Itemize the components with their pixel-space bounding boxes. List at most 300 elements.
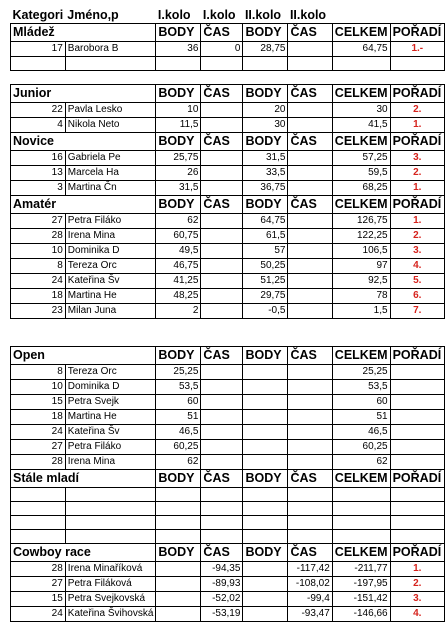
total-value: 30 bbox=[332, 102, 390, 117]
table-row bbox=[11, 379, 445, 394]
round2-points bbox=[243, 364, 288, 379]
round2-title-b: II.kolo bbox=[289, 7, 327, 22]
round1-time bbox=[201, 379, 243, 394]
round1-time bbox=[201, 501, 243, 515]
round2-time bbox=[288, 102, 332, 117]
empty-cell bbox=[201, 318, 243, 332]
start-number: 24 bbox=[11, 273, 66, 288]
round1-points bbox=[156, 56, 201, 70]
round2-points bbox=[243, 409, 288, 424]
empty-cell bbox=[288, 332, 332, 346]
rider-name: Martina He bbox=[65, 409, 156, 424]
rider-name: Barobora B bbox=[65, 41, 156, 56]
rank-value: 2. bbox=[390, 228, 444, 243]
empty-cell bbox=[156, 332, 201, 346]
start-number: 24 bbox=[11, 424, 66, 439]
time2-header: ČAS bbox=[288, 469, 332, 487]
category-title: Kategori bbox=[12, 7, 64, 22]
start-number: 23 bbox=[11, 303, 66, 318]
section-header-row bbox=[11, 84, 445, 102]
start-number: 28 bbox=[11, 561, 66, 576]
rank-value bbox=[390, 409, 444, 424]
round1-points: 10 bbox=[156, 102, 201, 117]
round2-time bbox=[288, 41, 332, 56]
rank-value: 2. bbox=[390, 576, 444, 591]
rider-name: Pavla Lesko bbox=[65, 102, 156, 117]
total-value: 25,25 bbox=[332, 364, 390, 379]
round1-points bbox=[156, 529, 201, 543]
round1-points bbox=[156, 591, 201, 606]
table-row bbox=[11, 561, 445, 576]
rank-value bbox=[390, 487, 444, 501]
total-value: 97 bbox=[332, 258, 390, 273]
empty-cell bbox=[65, 70, 156, 84]
total-header: CELKEM bbox=[332, 346, 390, 364]
table-row bbox=[11, 424, 445, 439]
round2-points bbox=[243, 501, 288, 515]
round1-time: -52,02 bbox=[201, 591, 243, 606]
rider-name: Dominika D bbox=[65, 379, 156, 394]
round2-points bbox=[243, 56, 288, 70]
rank-value bbox=[390, 515, 444, 529]
rank-value bbox=[390, 394, 444, 409]
round2-points bbox=[243, 529, 288, 543]
round1-points: 36 bbox=[156, 41, 201, 56]
start-number: 18 bbox=[11, 288, 66, 303]
round1-points bbox=[156, 606, 201, 621]
table-row bbox=[11, 576, 445, 591]
round2-points: 50,25 bbox=[243, 258, 288, 273]
empty-cell bbox=[243, 70, 288, 84]
section-header-row bbox=[11, 346, 445, 364]
empty-cell bbox=[243, 318, 288, 332]
round1-title-b: I.kolo bbox=[202, 7, 236, 22]
table-row bbox=[11, 394, 445, 409]
rank-value: 5. bbox=[390, 273, 444, 288]
body2-header: BODY bbox=[243, 469, 288, 487]
round1-points: 48,25 bbox=[156, 288, 201, 303]
rank-header: POŘADÍ bbox=[390, 469, 444, 487]
rider-name: Martina Čn bbox=[65, 180, 156, 195]
body2-header: BODY bbox=[243, 23, 288, 41]
round1-time bbox=[201, 243, 243, 258]
time1-header: ČAS bbox=[201, 132, 243, 150]
round2-time bbox=[288, 439, 332, 454]
start-number: 28 bbox=[11, 228, 66, 243]
table-row bbox=[11, 591, 445, 606]
round2-points bbox=[243, 487, 288, 501]
round2-points: 20 bbox=[243, 102, 288, 117]
table-row bbox=[11, 454, 445, 469]
round1-points: 26 bbox=[156, 165, 201, 180]
time2-header: ČAS bbox=[288, 543, 332, 561]
rider-name: Irena Mina bbox=[65, 228, 156, 243]
rank-value bbox=[390, 424, 444, 439]
spacer-row bbox=[11, 318, 445, 332]
spacer-row bbox=[11, 70, 445, 84]
round1-points bbox=[156, 501, 201, 515]
round2-time bbox=[288, 501, 332, 515]
table-row bbox=[11, 487, 445, 501]
rank-value: 1. bbox=[390, 117, 444, 132]
total-value: 60,25 bbox=[332, 439, 390, 454]
rider-name: Kateřina Šv bbox=[65, 424, 156, 439]
table-row bbox=[11, 117, 445, 132]
round2-points bbox=[243, 379, 288, 394]
round1-time bbox=[201, 258, 243, 273]
section-header-row bbox=[11, 195, 445, 213]
table-row bbox=[11, 102, 445, 117]
round2-points: 31,5 bbox=[243, 150, 288, 165]
rider-name: Gabriela Pe bbox=[65, 150, 156, 165]
empty-cell bbox=[201, 70, 243, 84]
rider-name: Petra Filáko bbox=[65, 439, 156, 454]
rank-header: POŘADÍ bbox=[390, 84, 444, 102]
round1-time bbox=[201, 529, 243, 543]
rider-name: Martina He bbox=[65, 288, 156, 303]
empty-cell bbox=[156, 318, 201, 332]
start-number: 13 bbox=[11, 165, 66, 180]
time1-header: ČAS bbox=[201, 195, 243, 213]
total-value: 68,25 bbox=[332, 180, 390, 195]
total-value: 57,25 bbox=[332, 150, 390, 165]
rider-name: Nikola Neto bbox=[65, 117, 156, 132]
round1-time bbox=[201, 228, 243, 243]
empty-cell bbox=[332, 7, 390, 23]
total-value: 53,5 bbox=[332, 379, 390, 394]
empty-cell bbox=[11, 70, 66, 84]
round2-time bbox=[288, 424, 332, 439]
rider-name: Marcela Ha bbox=[65, 165, 156, 180]
round1-time: 0 bbox=[201, 41, 243, 56]
round1-points bbox=[156, 561, 201, 576]
time2-header: ČAS bbox=[288, 84, 332, 102]
rank-value: 3. bbox=[390, 150, 444, 165]
section-header-row bbox=[11, 23, 445, 41]
table-row bbox=[11, 303, 445, 318]
round2-points bbox=[243, 515, 288, 529]
round2-points: 28,75 bbox=[243, 41, 288, 56]
round1-points bbox=[156, 487, 201, 501]
rider-name: Irena Mina bbox=[65, 454, 156, 469]
total-value: 62 bbox=[332, 454, 390, 469]
round2-points bbox=[243, 561, 288, 576]
empty-cell bbox=[390, 318, 444, 332]
start-number: 28 bbox=[11, 454, 66, 469]
rank-header: POŘADÍ bbox=[390, 543, 444, 561]
body1-header: BODY bbox=[156, 84, 201, 102]
start-number: 10 bbox=[11, 243, 66, 258]
total-value: 41,5 bbox=[332, 117, 390, 132]
rank-header: POŘADÍ bbox=[390, 346, 444, 364]
round1-time bbox=[201, 439, 243, 454]
table-row bbox=[11, 529, 445, 543]
total-value: -146,66 bbox=[332, 606, 390, 621]
total-value: -151,42 bbox=[332, 591, 390, 606]
round2-time bbox=[288, 288, 332, 303]
round2-time: -117,42 bbox=[288, 561, 332, 576]
round1-points: 62 bbox=[156, 454, 201, 469]
round2-time bbox=[288, 213, 332, 228]
total-value bbox=[332, 487, 390, 501]
round1-points: 60,75 bbox=[156, 228, 201, 243]
round1-points: 11,5 bbox=[156, 117, 201, 132]
rider-name bbox=[65, 529, 156, 543]
table-row bbox=[11, 41, 445, 56]
start-number: 10 bbox=[11, 379, 66, 394]
body2-header: BODY bbox=[243, 132, 288, 150]
table-row bbox=[11, 180, 445, 195]
round2-title-a: II.kolo bbox=[244, 7, 282, 22]
table-row bbox=[11, 150, 445, 165]
start-number: 16 bbox=[11, 150, 66, 165]
rider-name: Kateřina Šv bbox=[65, 273, 156, 288]
rank-value: 1. bbox=[390, 213, 444, 228]
rank-value bbox=[390, 56, 444, 70]
time1-header: ČAS bbox=[201, 346, 243, 364]
total-value: 59,5 bbox=[332, 165, 390, 180]
body1-header: BODY bbox=[156, 346, 201, 364]
total-value: 1,5 bbox=[332, 303, 390, 318]
round1-points: 25,75 bbox=[156, 150, 201, 165]
table-row bbox=[11, 258, 445, 273]
empty-cell bbox=[243, 332, 288, 346]
round1-time bbox=[201, 56, 243, 70]
round2-time bbox=[288, 228, 332, 243]
section-header-row bbox=[11, 543, 445, 561]
round1-time bbox=[201, 165, 243, 180]
total-value: -197,95 bbox=[332, 576, 390, 591]
start-number: 27 bbox=[11, 439, 66, 454]
rider-name: Petra Filáková bbox=[65, 576, 156, 591]
body2-header: BODY bbox=[243, 84, 288, 102]
time2-header: ČAS bbox=[288, 195, 332, 213]
rank-value: 2. bbox=[390, 165, 444, 180]
start-number: 15 bbox=[11, 591, 66, 606]
body2-header: BODY bbox=[243, 346, 288, 364]
empty-cell bbox=[332, 332, 390, 346]
table-row bbox=[11, 606, 445, 621]
table-row bbox=[11, 501, 445, 515]
round2-time bbox=[288, 487, 332, 501]
table-row bbox=[11, 213, 445, 228]
empty-cell bbox=[390, 70, 444, 84]
round1-points bbox=[156, 576, 201, 591]
empty-cell bbox=[201, 332, 243, 346]
round1-title-a: I.kolo bbox=[157, 7, 191, 22]
table-row bbox=[11, 228, 445, 243]
table-row bbox=[11, 364, 445, 379]
rank-value: 2. bbox=[390, 102, 444, 117]
rank-value: 3. bbox=[390, 243, 444, 258]
name-title: Jméno,p bbox=[67, 7, 119, 22]
round2-points bbox=[243, 439, 288, 454]
round1-points: 25,25 bbox=[156, 364, 201, 379]
rank-header: POŘADÍ bbox=[390, 23, 444, 41]
round2-points bbox=[243, 606, 288, 621]
rank-value bbox=[390, 454, 444, 469]
table-row bbox=[11, 515, 445, 529]
rank-value: 3. bbox=[390, 591, 444, 606]
section-header-row bbox=[11, 469, 445, 487]
round2-time bbox=[288, 180, 332, 195]
total-value: 64,75 bbox=[332, 41, 390, 56]
round1-points: 31,5 bbox=[156, 180, 201, 195]
round1-points: 62 bbox=[156, 213, 201, 228]
round2-time bbox=[288, 56, 332, 70]
round1-time bbox=[201, 364, 243, 379]
start-number bbox=[11, 515, 66, 529]
rider-name: Irena Minaříková bbox=[65, 561, 156, 576]
round2-time bbox=[288, 454, 332, 469]
round2-time bbox=[288, 529, 332, 543]
rank-value bbox=[390, 501, 444, 515]
round1-points: 51 bbox=[156, 409, 201, 424]
start-number: 27 bbox=[11, 213, 66, 228]
round2-time bbox=[288, 117, 332, 132]
start-number: 8 bbox=[11, 258, 66, 273]
empty-cell bbox=[288, 70, 332, 84]
round1-time bbox=[201, 150, 243, 165]
round1-time bbox=[201, 303, 243, 318]
round2-time bbox=[288, 515, 332, 529]
empty-cell bbox=[332, 318, 390, 332]
rider-name bbox=[65, 487, 156, 501]
round1-time bbox=[201, 117, 243, 132]
rank-value bbox=[390, 529, 444, 543]
empty-cell bbox=[390, 332, 444, 346]
round1-time bbox=[201, 394, 243, 409]
rider-name: Tereza Orc bbox=[65, 364, 156, 379]
empty-cell bbox=[156, 70, 201, 84]
round2-points: 61,5 bbox=[243, 228, 288, 243]
round2-points: 33,5 bbox=[243, 165, 288, 180]
table-row bbox=[11, 273, 445, 288]
total-value: 60 bbox=[332, 394, 390, 409]
section-header-row bbox=[11, 132, 445, 150]
section-title: Open bbox=[11, 346, 156, 364]
results-sheet bbox=[10, 7, 445, 622]
start-number: 3 bbox=[11, 180, 66, 195]
start-number: 24 bbox=[11, 606, 66, 621]
table-row bbox=[11, 243, 445, 258]
start-number bbox=[11, 487, 66, 501]
rank-value: 7. bbox=[390, 303, 444, 318]
start-number bbox=[11, 56, 66, 70]
table-row bbox=[11, 439, 445, 454]
time1-header: ČAS bbox=[201, 84, 243, 102]
section-title: Amatér bbox=[11, 195, 156, 213]
round1-points: 49,5 bbox=[156, 243, 201, 258]
rider-name bbox=[65, 56, 156, 70]
rider-name: Kateřina Švihovská bbox=[65, 606, 156, 621]
rank-value: 4. bbox=[390, 606, 444, 621]
rider-name bbox=[65, 515, 156, 529]
rank-value bbox=[390, 379, 444, 394]
rider-name: Petra Svejk bbox=[65, 394, 156, 409]
round1-points: 60 bbox=[156, 394, 201, 409]
round1-time bbox=[201, 454, 243, 469]
total-value: -211,77 bbox=[332, 561, 390, 576]
round2-points bbox=[243, 454, 288, 469]
time2-header: ČAS bbox=[288, 346, 332, 364]
round2-time bbox=[288, 409, 332, 424]
rider-name: Petra Svejkovská bbox=[65, 591, 156, 606]
total-header: CELKEM bbox=[332, 84, 390, 102]
round2-points: 57 bbox=[243, 243, 288, 258]
section-title: Novice bbox=[11, 132, 156, 150]
round2-points: 36,75 bbox=[243, 180, 288, 195]
round1-points: 2 bbox=[156, 303, 201, 318]
total-value: 78 bbox=[332, 288, 390, 303]
round2-time bbox=[288, 150, 332, 165]
round2-time bbox=[288, 165, 332, 180]
section-title: Mládež bbox=[11, 23, 156, 41]
round2-points bbox=[243, 576, 288, 591]
round1-time bbox=[201, 213, 243, 228]
body2-header: BODY bbox=[243, 195, 288, 213]
empty-cell bbox=[11, 332, 66, 346]
total-value: 126,75 bbox=[332, 213, 390, 228]
total-value bbox=[332, 515, 390, 529]
round1-points bbox=[156, 515, 201, 529]
round2-time: -93,47 bbox=[288, 606, 332, 621]
start-number: 18 bbox=[11, 409, 66, 424]
body2-header: BODY bbox=[243, 543, 288, 561]
time1-header: ČAS bbox=[201, 469, 243, 487]
round1-points: 46,5 bbox=[156, 424, 201, 439]
round2-points: -0,5 bbox=[243, 303, 288, 318]
start-number: 4 bbox=[11, 117, 66, 132]
total-value: 122,25 bbox=[332, 228, 390, 243]
rank-value bbox=[390, 364, 444, 379]
empty-cell bbox=[332, 70, 390, 84]
round2-time bbox=[288, 273, 332, 288]
total-header: CELKEM bbox=[332, 543, 390, 561]
start-number: 27 bbox=[11, 576, 66, 591]
time2-header: ČAS bbox=[288, 23, 332, 41]
total-header: CELKEM bbox=[332, 195, 390, 213]
round2-time bbox=[288, 303, 332, 318]
empty-cell bbox=[65, 332, 156, 346]
round2-points bbox=[243, 424, 288, 439]
round2-time bbox=[288, 364, 332, 379]
round1-time bbox=[201, 487, 243, 501]
round1-points: 46,75 bbox=[156, 258, 201, 273]
round2-points: 29,75 bbox=[243, 288, 288, 303]
round2-time bbox=[288, 258, 332, 273]
time1-header: ČAS bbox=[201, 23, 243, 41]
rank-header: POŘADÍ bbox=[390, 132, 444, 150]
table-row bbox=[11, 56, 445, 70]
round1-time: -94,35 bbox=[201, 561, 243, 576]
round1-time bbox=[201, 273, 243, 288]
rank-value: 6. bbox=[390, 288, 444, 303]
time1-header: ČAS bbox=[201, 543, 243, 561]
total-header: CELKEM bbox=[332, 23, 390, 41]
round1-time bbox=[201, 424, 243, 439]
round2-time bbox=[288, 394, 332, 409]
round1-points: 53,5 bbox=[156, 379, 201, 394]
spacer-row bbox=[11, 332, 445, 346]
table-row bbox=[11, 165, 445, 180]
total-value bbox=[332, 56, 390, 70]
table-row bbox=[11, 288, 445, 303]
empty-cell bbox=[65, 318, 156, 332]
total-value: 106,5 bbox=[332, 243, 390, 258]
round2-points: 64,75 bbox=[243, 213, 288, 228]
section-title: Junior bbox=[11, 84, 156, 102]
